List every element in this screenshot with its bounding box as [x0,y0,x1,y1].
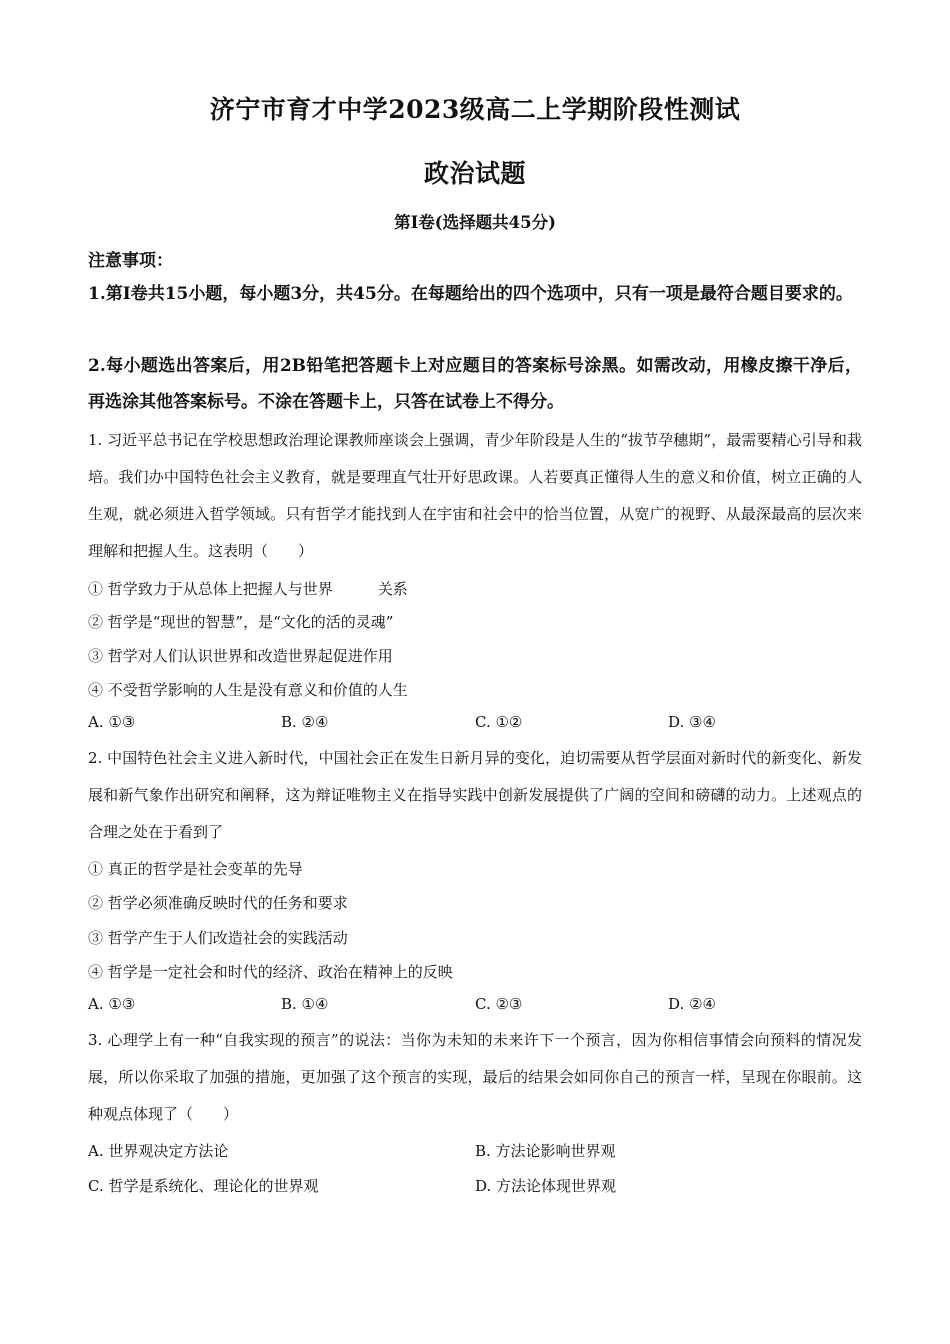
question-3-choice-d: D. 方法论体现世界观 [475,1177,617,1195]
section-heading: 第Ⅰ卷(选择题共45分) [394,213,556,232]
question-2-statement-3: ③ 哲学产生于人们改造社会的实践活动 [88,929,348,947]
question-2-stem: 2. 中国特色社会主义进入新时代，中国社会正在发生日新月异的变化，迫切需要从哲学层面对新时代的新变化、新发展和新气象作出研究和阐释，这为辩证唯物主义在指导实践中创新发展提供了广阔的空间和磅礴的动力。上述观点的合理之处在于看到了 [88,749,862,841]
note-item-2: 2.每小题选出答案后，用2B铅笔把答题卡上对应题目的答案标号涂黑。如需改动，用橡皮擦干净后，再选涂其他答案标号。不涂在答题卡上，只答在试卷上不得分。 [88,356,862,412]
question-2-choice-a: A. ①③ [88,995,136,1013]
question-1-choice-a: A. ①③ [88,713,136,731]
question-3-choice-b: B. 方法论影响世界观 [475,1142,616,1160]
question-2-choice-b: B. ①④ [281,995,329,1013]
exam-subtitle: 政治试题 [423,159,526,188]
question-1-stem: 1. 习近平总书记在学校思想政治理论课教师座谈会上强调，青少年阶段是人生的“拔节孕穗期”，最需要精心引导和栽培。我们办中国特色社会主义教育，就是要理直气壮开好思政课。人若要真正懂得人生的意义和价值，树立正确的人生观，就必须进入哲学领域。只有哲学才能找到人在宇宙和社会中的恰当位置，从宽广的视野、从最深最高的层次来理解和把握人生。这表明（ ） [88,431,862,560]
question-3-choice-c: C. 哲学是系统化、理论化的世界观 [88,1177,319,1195]
question-1-statement-2: ② 哲学是“现世的智慧”，是“文化的活的灵魂” [88,613,394,631]
question-2-statement-2: ② 哲学必须准确反映时代的任务和要求 [88,894,348,912]
question-1-statement-4: ④ 不受哲学影响的人生是没有意义和价值的人生 [88,681,408,699]
question-1-statement-3: ③ 哲学对人们认识世界和改造世界起促进作用 [88,647,393,665]
question-3-choice-a: A. 世界观决定方法论 [88,1142,229,1160]
question-3-stem: 3. 心理学上有一种“自我实现的预言”的说法：当你为未知的未来许下一个预言，因为你相信事情会向预料的情况发展，所以你采取了加强的措施，更加强了这个预言的实现，最后的结果会如同你自己的预言一样，呈现在你眼前。这种观点体现了（ ） [88,1031,862,1123]
question-2-statement-1: ① 真正的哲学是社会变革的先导 [88,860,303,878]
question-1-choice-c: C. ①② [475,713,523,731]
question-1-choice-d: D. ③④ [668,713,716,731]
question-2-statement-4: ④ 哲学是一定社会和时代的经济、政治在精神上的反映 [88,963,453,981]
question-1-choice-b: B. ②④ [281,713,329,731]
question-2-choice-d: D. ②④ [668,995,716,1013]
note-item-1: 1.第Ⅰ卷共15小题，每小题3分，共45分。在每题给出的四个选项中，只有一项是最符合题目要求的。 [88,284,853,304]
exam-title: 济宁市育才中学2023级高二上学期阶段性测试 [209,95,741,124]
question-2-choice-c: C. ②③ [475,995,523,1013]
notes-heading: 注意事项： [88,251,173,271]
question-1-statement-1: ① 哲学致力于从总体上把握人与世界 关系 [88,580,408,598]
